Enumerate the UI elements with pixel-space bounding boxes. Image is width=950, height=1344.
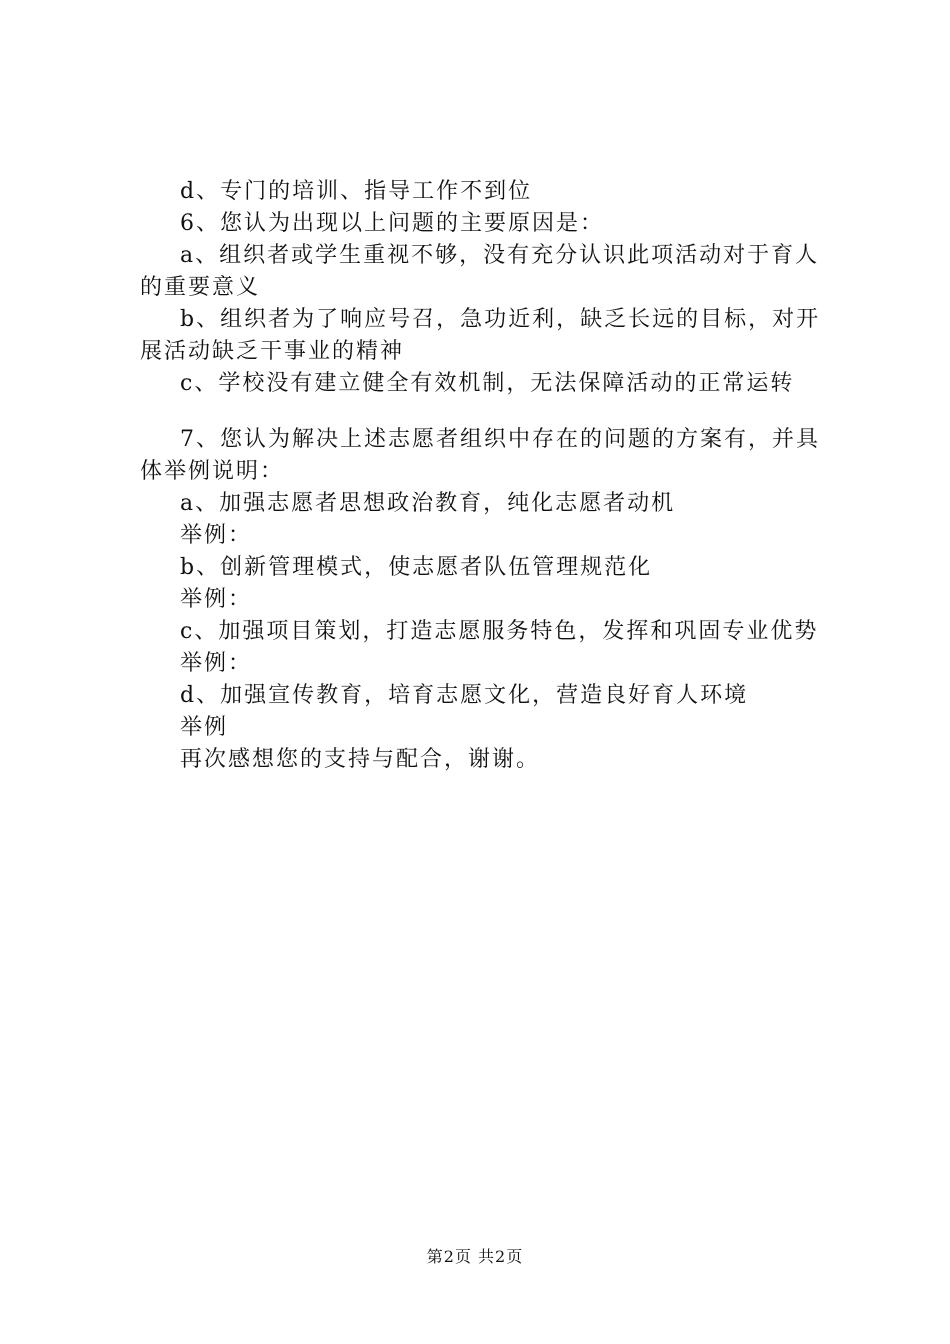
answer-7a: a、加强志愿者思想政治教育，纯化志愿者动机 [180,491,676,516]
answer-6b: b、组织者为了响应号召，急功近利，缺乏长远的目标，对开展活动缺乏干事业的精神 [140,307,821,364]
page-number-footer: 第2页 共2页 [426,1247,524,1266]
paragraph-d-training: d、专门的培训、指导工作不到位 [180,179,533,204]
example-label-c: 举例： [180,651,253,676]
example-label-a: 举例： [180,523,253,548]
answer-6a: a、组织者或学生重视不够，没有充分认识此项活动对于育人的重要意义 [140,243,820,300]
answer-7c: c、加强项目策划，打造志愿服务特色，发挥和巩固专业优势 [180,619,819,644]
answer-7b: b、创新管理模式，使志愿者队伍管理规范化 [180,555,653,580]
answer-6c: c、学校没有建立健全有效机制，无法保障活动的正常运转 [180,371,795,396]
document-body [140,176,830,776]
answer-7d: d、加强宣传教育，培育志愿文化，营造良好育人环境 [180,683,749,708]
closing-thanks: 再次感想您的支持与配合，谢谢。 [180,747,541,772]
question-6: 6、您认为出现以上问题的主要原因是： [180,211,604,236]
example-label-b: 举例： [180,587,253,612]
example-label-d: 举例 [180,715,229,740]
question-7: 7、您认为解决上述志愿者组织中存在的问题的方案有，并具体举例说明： [140,427,820,484]
